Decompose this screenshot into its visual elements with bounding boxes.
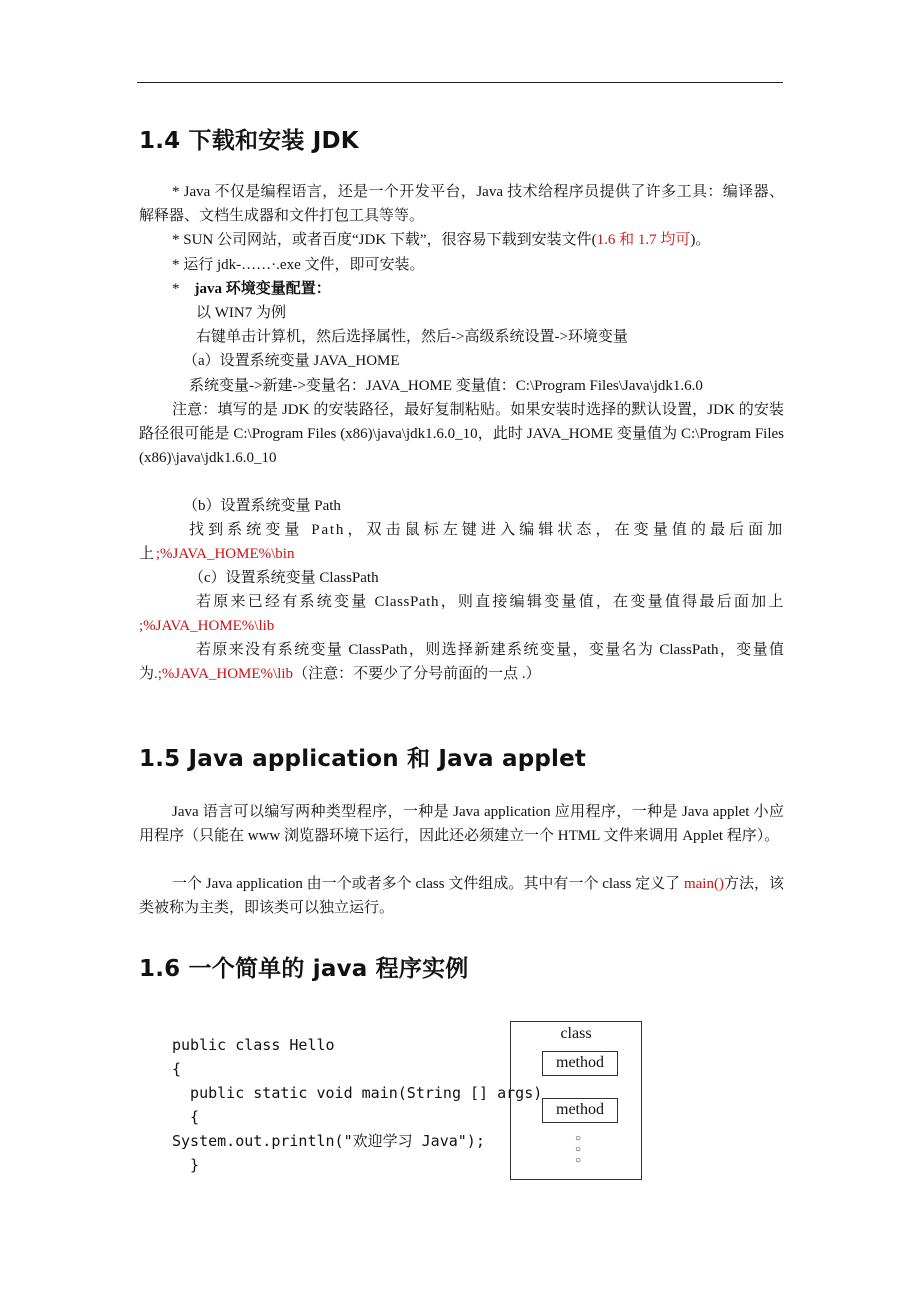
class-diagram bbox=[510, 1021, 642, 1180]
ellipsis-dots bbox=[572, 1133, 584, 1166]
para-step-b: （b）设置系统变量 Path bbox=[183, 498, 341, 514]
section-title-1-4: 1.4 下载和安装 JDK bbox=[139, 128, 359, 154]
dot: ○ bbox=[574, 1133, 582, 1144]
para-note-path: 注意：填写的是 JDK 的安装路径，最好复制粘贴。如果安装时选择的默认设置，JDK 的安装路径很可能是 C:\Program Files (x86)\java\jdk1.6.0_10，此时 JAVA_HOME 变量值为 C:\Program Files (x86)\java\jdk1.6.0_10 bbox=[139, 402, 784, 466]
code-line: public class Hello bbox=[172, 1036, 335, 1054]
para-java-home: 系统变量->新建->变量名：JAVA_HOME 变量值：C:\Program Files\Java\jdk1.6.0 bbox=[189, 378, 703, 394]
env-config-heading: java 环境变量配置： bbox=[194, 281, 331, 297]
code-line: { bbox=[172, 1108, 200, 1126]
method-box-2: method bbox=[542, 1098, 618, 1123]
para-download: * SUN 公司网站，或者百度“JDK 下载”，很容易下载到安装文件(1.6 和 1.7 均可)。 bbox=[172, 232, 711, 248]
para-java-platform: * Java 不仅是编程语言，还是一个开发平台，Java 技术给程序员提供了许多工具：编译器、解释器、文档生成器和文件打包工具等等。 bbox=[139, 184, 784, 224]
para-env-config: * java 环境变量配置： bbox=[172, 281, 331, 297]
para-win7: 以 WIN7 为例 bbox=[196, 305, 286, 321]
code-line: { bbox=[172, 1060, 182, 1078]
code-line: } bbox=[172, 1156, 200, 1174]
path-value: ;%JAVA_HOME%\bin bbox=[155, 546, 295, 562]
para-steps: 右键单击计算机，然后选择属性，然后->高级系统设置->环境变量 bbox=[196, 329, 628, 345]
classpath-value: ;%JAVA_HOME%\lib bbox=[139, 618, 275, 634]
section-title-1-5: 1.5 Java application 和 Java applet bbox=[139, 746, 587, 772]
class-label: class bbox=[560, 1025, 592, 1042]
para-classpath-edit: 若原来已经有系统变量 ClassPath，则直接编辑变量值，在变量值得最后面加上 ;%JAVA_HOME%\lib bbox=[139, 594, 784, 634]
main-method: main() bbox=[683, 876, 724, 892]
code-line: public static void main(String [] args) bbox=[172, 1084, 543, 1102]
para-run-installer: * 运行 jdk-……·.exe 文件，即可安装。 bbox=[172, 257, 425, 273]
para-main-class: 一个 Java application 由一个或者多个 class 文件组成。其中有一个 class 定义了 main()方法，该类被称为主类，即该类可以独立运行。 bbox=[139, 876, 784, 916]
version-note: 1.6 和 1.7 均可 bbox=[596, 232, 691, 248]
classpath-new-value: .;%JAVA_HOME%\lib bbox=[154, 666, 294, 682]
section-title-1-6: 1.6 一个简单的 java 程序实例 bbox=[139, 956, 469, 982]
method-box-1: method bbox=[542, 1051, 618, 1076]
code-line: System.out.println("欢迎学习 Java"); bbox=[172, 1132, 485, 1150]
para-classpath-new: 若原来没有系统变量 ClassPath，则选择新建系统变量，变量名为 ClassPath，变量值为.;%JAVA_HOME%\lib（注意：不要少了分号前面的一点 .） bbox=[139, 642, 784, 682]
dot: ○ bbox=[574, 1155, 582, 1166]
para-program-types: Java 语言可以编写两种类型程序，一种是 Java application 应用程序，一种是 Java applet 小应用程序（只能在 www 浏览器环境下运行，因此还必须建立一个 HTML 文件来调用 Applet 程序）。 bbox=[139, 804, 784, 844]
para-step-c: （c）设置系统变量 ClassPath bbox=[189, 570, 379, 586]
para-step-a: （a）设置系统变量 JAVA_HOME bbox=[183, 353, 400, 369]
header-rule bbox=[137, 82, 783, 83]
dot: ○ bbox=[574, 1144, 582, 1155]
para-path-edit: 找到系统变量 Path，双击鼠标左键进入编辑状态，在变量值的最后面加上;%JAVA_HOME%\bin bbox=[139, 522, 784, 562]
